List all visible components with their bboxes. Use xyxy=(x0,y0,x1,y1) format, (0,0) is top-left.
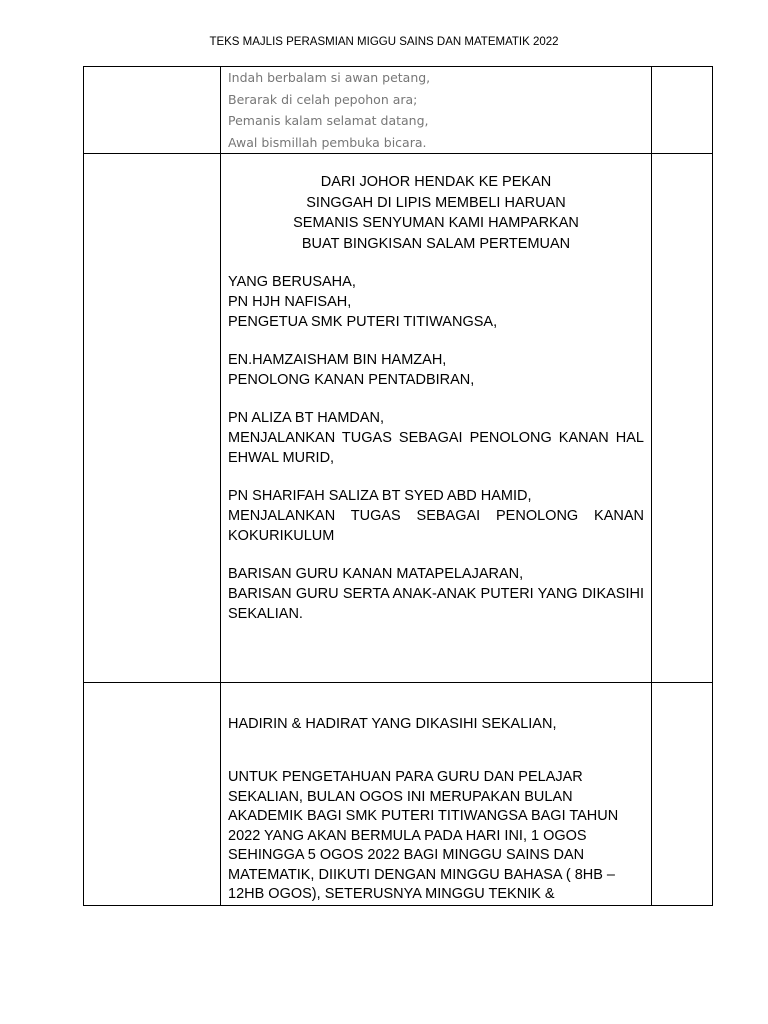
salutation-line: PENOLONG KANAN PENTADBIRAN, xyxy=(228,372,475,388)
content-cell xyxy=(221,683,652,906)
opening-poem xyxy=(221,67,651,153)
info-paragraph xyxy=(228,768,644,905)
greeting: HADIRIN & HADIRAT YANG DIKASIHI SEKALIAN, xyxy=(228,716,557,732)
content-cell xyxy=(221,67,652,154)
salutation-principal xyxy=(228,272,644,332)
salutation-student-affairs xyxy=(228,408,644,468)
pantun-line: BUAT BINGKISAN SALAM PERTEMUAN xyxy=(301,235,571,252)
salutation-admin xyxy=(228,350,644,390)
pantun-line: SINGGAH DI LIPIS MEMBELI HARUAN xyxy=(306,194,566,211)
info-line: SEHINGGA 5 OGOS 2022 BAGI MINGGU SAINS DAN xyxy=(228,847,585,863)
notes-cell xyxy=(652,683,713,906)
content-cell xyxy=(221,154,652,683)
salutation-line: PN ALIZA BT HAMDAN, xyxy=(228,410,385,426)
poem-line: Indah berbalam si awan petang, xyxy=(228,70,431,85)
table-row xyxy=(84,154,713,683)
info-line: SEKALIAN, BULAN OGOS INI MERUPAKAN BULAN xyxy=(228,788,573,805)
time-cell xyxy=(84,67,221,154)
salutation-line: PENGETUA SMK PUTERI TITIWANGSA, xyxy=(228,314,498,330)
salutation-cocurriculum xyxy=(228,486,644,546)
pantun xyxy=(228,172,644,254)
info-line: UNTUK PENGETAHUAN PARA GURU DAN PELAJAR xyxy=(228,769,583,785)
salutation-line: PN HJH NAFISAH, xyxy=(228,294,352,310)
info-line: MATEMATIK, DIIKUTI DENGAN MINGGU BAHASA ( 8HB – xyxy=(228,866,615,883)
salutation-line: YANG BERUSAHA, xyxy=(228,274,356,290)
salutation-line: PN SHARIFAH SALIZA BT SYED ABD HAMID, xyxy=(228,488,532,504)
salutation-line: BARISAN GURU KANAN MATAPELAJARAN, xyxy=(228,566,524,582)
time-cell xyxy=(84,683,221,906)
time-cell xyxy=(84,154,221,683)
notes-cell xyxy=(652,154,713,683)
page-header: TEKS MAJLIS PERASMIAN MIGGU SAINS DAN MATEMATIK 2022 xyxy=(209,36,559,48)
salutation-teachers xyxy=(228,564,644,624)
poem-line: Pemanis kalam selamat datang, xyxy=(228,113,429,128)
info-line: AKADEMIK BAGI SMK PUTERI TITIWANGSA BAGI TAHUN xyxy=(228,808,619,824)
info-line: 12HB OGOS), SETERUSNYA MINGGU TEKNIK & xyxy=(228,886,555,902)
pantun-line: DARI JOHOR HENDAK KE PEKAN xyxy=(320,174,552,190)
salutation-line: MENJALANKAN TUGAS SEBAGAI PENOLONG KANAN KOKURIKULUM xyxy=(228,508,644,544)
table-row xyxy=(84,67,713,154)
poem-line: Berarak di celah pepohon ara; xyxy=(228,91,418,107)
poem-line: Awal bismillah pembuka bicara. xyxy=(228,134,427,150)
table-row xyxy=(84,683,713,906)
salutation-line: BARISAN GURU SERTA ANAK-ANAK PUTERI YANG DIKASIHI SEKALIAN. xyxy=(228,586,644,622)
salutation-line: MENJALANKAN TUGAS SEBAGAI PENOLONG KANAN HAL EHWAL MURID, xyxy=(228,430,644,466)
script-table xyxy=(83,66,713,906)
salutation-line: EN.HAMZAISHAM BIN HAMZAH, xyxy=(228,352,447,368)
pantun-line: SEMANIS SENYUMAN KAMI HAMPARKAN xyxy=(293,215,579,231)
notes-cell xyxy=(652,67,713,154)
info-line: 2022 YANG AKAN BERMULA PADA HARI INI, 1 OGOS xyxy=(228,827,587,844)
